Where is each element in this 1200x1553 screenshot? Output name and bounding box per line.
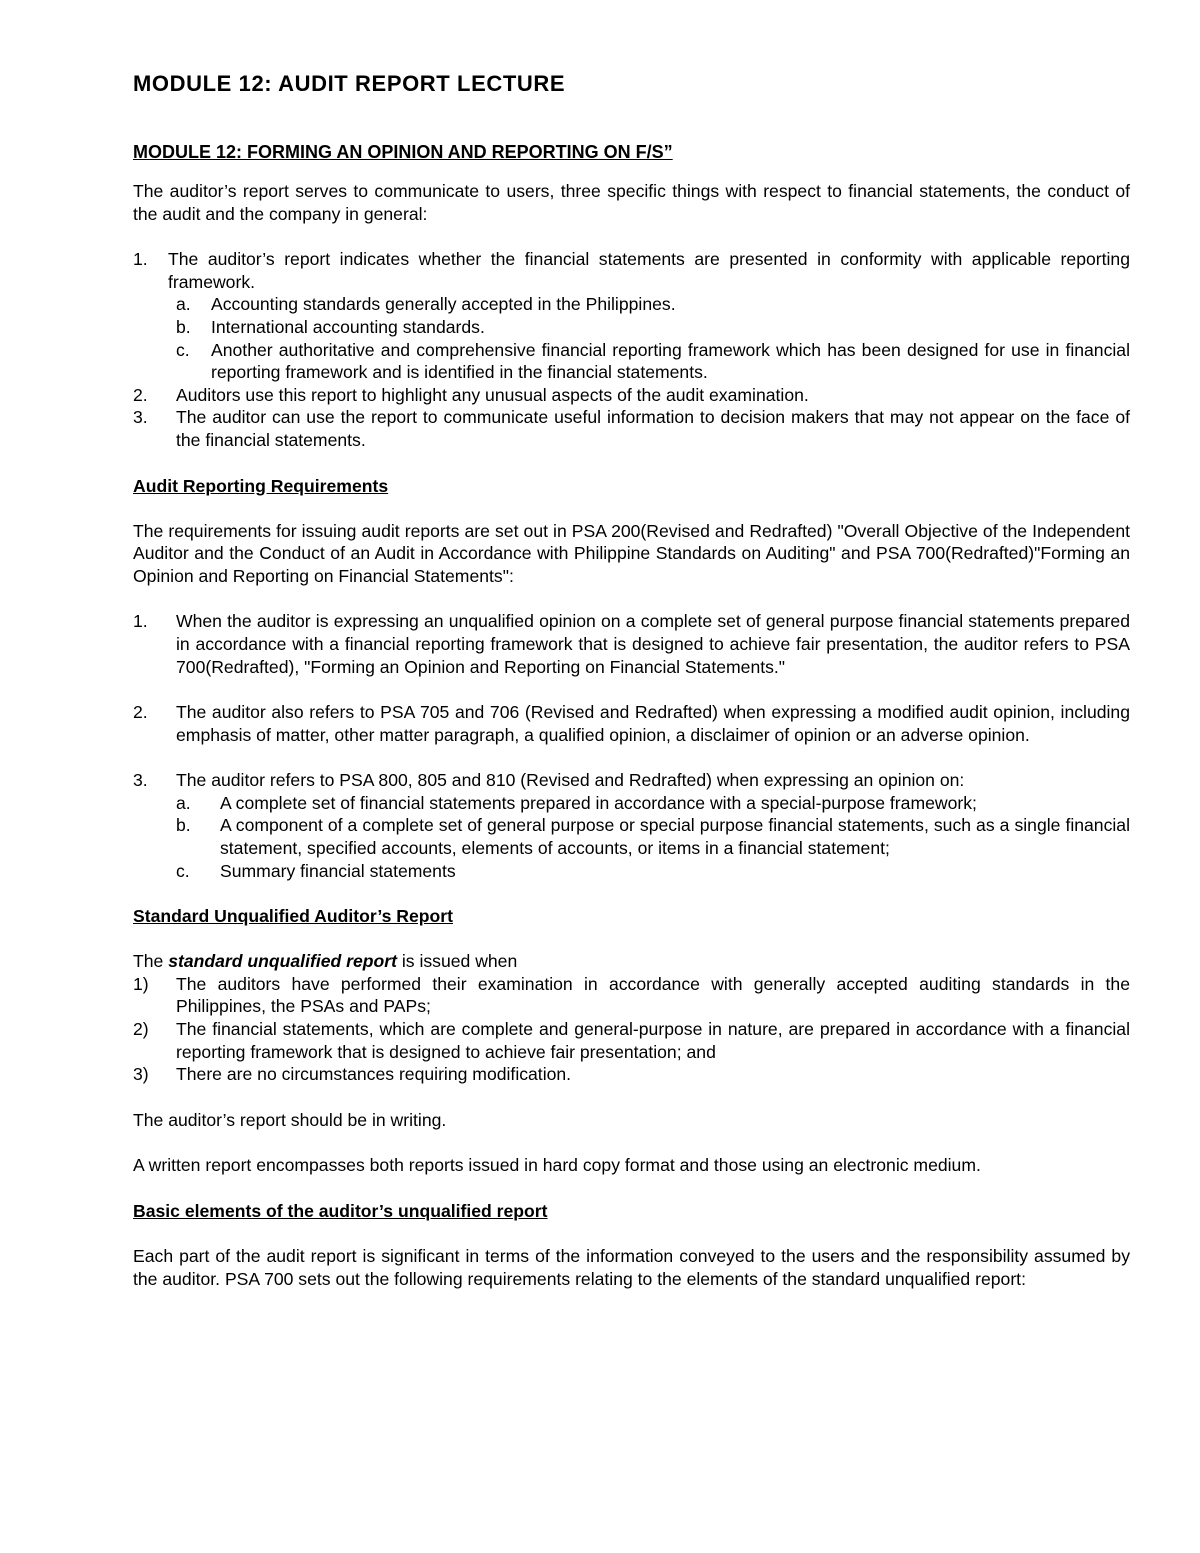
list-item-number: 3) [133, 1064, 149, 1085]
sub-item-text: Another authoritative and comprehensive financial reporting framework which has been designed for use in financial reporting framework and is identified in the financial statements. [211, 339, 1130, 383]
sub-item-text: A component of a complete set of general purpose or special purpose financial statements, such as a single financial statement, specified accounts, elements of accounts, or items in a financial statement; [220, 815, 1130, 859]
basic-elements-paragraph: Each part of the audit report is significant in terms of the information conveyed to the users and the responsibility assumed by the auditor. PSA 700 sets out the following requirements relating to the elements of the standard unqualified report: [133, 1246, 1130, 1289]
list-item [176, 860, 1130, 883]
list-item-number: 1. [133, 249, 148, 270]
sub-item-letter: c. [176, 860, 190, 881]
list-item-text: When the auditor is expressing an unqualified opinion on a complete set of general purpose financial statements prepared in accordance with a financial reporting framework that is designed to achieve fair presentation, the auditor refers to PSA 700(Redrafted), "Forming an Opinion and Reporting on Financial Statements." [176, 611, 1130, 677]
document-page [133, 70, 1130, 1290]
list-item-text: The auditor also refers to PSA 705 and 706 (Revised and Redrafted) when expressing a modified audit opinion, including emphasis of matter, other matter paragraph, a qualified opinion, a disclaimer of opinion or an adverse opinion. [176, 702, 1130, 745]
requirements-list [133, 610, 1130, 882]
list-item [133, 769, 1130, 792]
list-item [133, 406, 1130, 451]
list-item [176, 814, 1130, 859]
standard-lead-emphasis: standard unqualified report [168, 951, 397, 972]
sub-item-letter: c. [176, 339, 190, 360]
list-item [176, 792, 1130, 815]
sub-item-letter: b. [176, 316, 191, 337]
sub-item-text: International accounting standards. [211, 316, 485, 337]
sub-item-letter: a. [176, 294, 191, 315]
list-item [133, 973, 1130, 1018]
list-item-number: 2) [133, 1019, 149, 1040]
list-item-text: The auditor can use the report to communicate useful information to decision makers that may not appear on the face of the financial statements. [176, 407, 1130, 450]
sub-item-text: Summary financial statements [220, 860, 456, 881]
section-heading-requirements: Audit Reporting Requirements [133, 475, 389, 496]
list-item-number: 3. [133, 407, 148, 428]
list-item [133, 701, 1130, 746]
sub-item-letter: a. [176, 792, 191, 813]
standard-lead-pre: The [133, 951, 169, 972]
list-item-number: 1. [133, 611, 148, 632]
requirements-paragraph: The requirements for issuing audit reports are set out in PSA 200(Revised and Redrafted) "Overall Objective of the Independent Auditor and the Conduct of an Audit in Accordance with Philippine Standards on Auditing" and PSA 700(Redrafted)"Forming an Opinion and Reporting on Financial Statements": [133, 520, 1130, 586]
list-item [133, 384, 1130, 407]
list-item-text: Auditors use this report to highlight any unusual aspects of the audit examination. [176, 384, 809, 405]
list-item-number: 2. [133, 384, 148, 405]
list-item [133, 1018, 1130, 1063]
list-item-text: The financial statements, which are complete and general-purpose in nature, are prepared in accordance with a financial reporting framework that is designed to achieve fair presentation; and [176, 1019, 1130, 1062]
list-item-number: 1) [133, 973, 149, 994]
conditions-list [133, 973, 1130, 1086]
list-item-text: The auditors have performed their examination in accordance with generally accepted auditing standards in the Philippines, the PSAs and PAPs; [176, 973, 1130, 1017]
list-item [176, 316, 1130, 339]
module-subtitle: MODULE 12: FORMING AN OPINION AND REPORTING ON F/S” [133, 142, 673, 162]
list-item [133, 248, 1130, 293]
sub-item-letter: b. [176, 815, 191, 836]
standard-lead [133, 950, 1130, 973]
list-item [176, 339, 1130, 384]
list-item-text: The auditor’s report indicates whether the financial statements are presented in conformity with applicable reporting framework. [168, 249, 1130, 292]
section-heading-basic-elements: Basic elements of the auditor’s unqualified report [133, 1201, 548, 1221]
intro-paragraph: The auditor’s report serves to communicate to users, three specific things with respect to financial statements, the conduct of the audit and the company in general: [133, 181, 1130, 224]
list-item [133, 610, 1130, 678]
list-item-number: 3. [133, 770, 148, 791]
list-item-number: 2. [133, 702, 148, 723]
standard-lead-post: is issued when [396, 951, 518, 972]
section-heading-standard: Standard Unqualified Auditor’s Report [133, 906, 453, 927]
list-item [133, 1063, 1130, 1086]
written-report-paragraph: A written report encompasses both reports issued in hard copy format and those using an electronic medium. [133, 1155, 981, 1176]
list-item-text: The auditor refers to PSA 800, 805 and 810 (Revised and Redrafted) when expressing an opinion on: [176, 770, 965, 791]
writing-paragraph: The auditor’s report should be in writing. [133, 1109, 447, 1130]
sub-item-text: A complete set of financial statements prepared in accordance with a special-purpose framework; [220, 792, 977, 813]
page-title: MODULE 12: AUDIT REPORT LECTURE [133, 71, 566, 96]
communication-list [133, 248, 1130, 451]
list-item [176, 293, 1130, 316]
list-item-text: There are no circumstances requiring modification. [176, 1064, 572, 1085]
opinion-sublist [133, 792, 1130, 882]
sub-item-text: Accounting standards generally accepted in the Philippines. [211, 294, 676, 315]
framework-sublist [133, 293, 1130, 383]
